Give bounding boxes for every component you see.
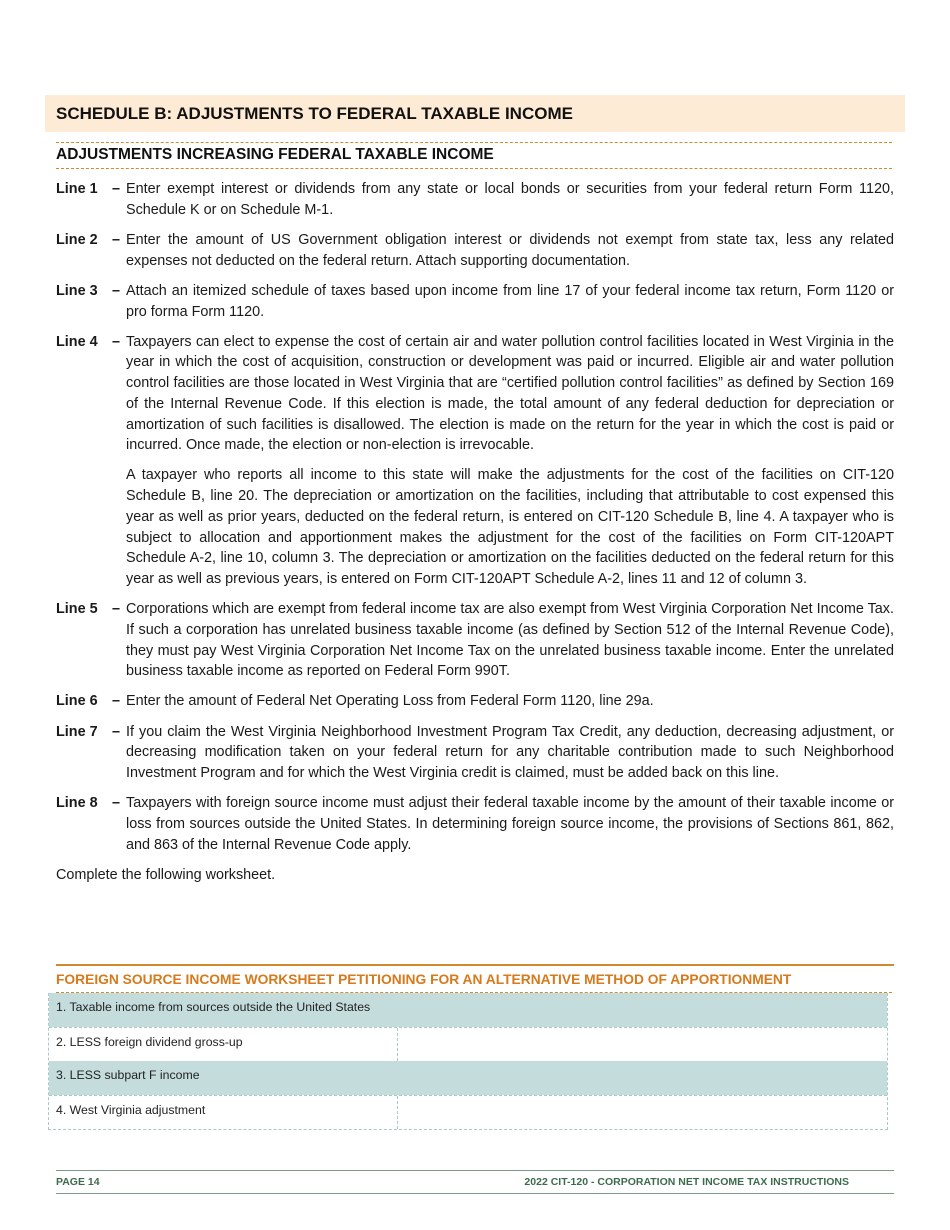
line-item [56, 793, 894, 855]
line-text: Taxpayers with foreign source income must adjust their federal taxable income by the amount of their taxable income or loss from sources outside the United States. In determining foreign source income, the provisions of Sections 861, 862, and 863 of the Internal Revenue Code apply. [126, 795, 894, 853]
line-text: Enter the amount of Federal Net Operating Loss from Federal Form 1120, line 29a. [126, 693, 654, 710]
line-label: Line 7 [56, 723, 98, 740]
line-text: Taxpayers can elect to expense the cost of certain air and water pollution control facilities located in West Virginia in the year in which the cost of acquisition, construction or development was paid or incurred. Eligible air and water pollution control facilities are those located in West Virginia that are “certified pollution control facilities” as defined by Section 169 of the Internal Revenue Code. If this election is made, the total amount of any federal deduction for depreciation or amortization of such facilities is disallowed. The election is made on the return for the year in which the cost is paid or incurred. Once made, the election or non-election is irrevocable. [126, 333, 894, 454]
line-dash: – [112, 181, 121, 197]
divider [56, 142, 892, 143]
line-item [56, 691, 894, 712]
worksheet-row [49, 1061, 887, 1095]
line-item [56, 722, 894, 784]
footer-rule [56, 1170, 894, 1171]
line-instructions [56, 179, 894, 886]
line-text: Corporations which are exempt from federal income tax are also exempt from West Virginia Corporation Net Income Tax. If such a corporation has unrelated business taxable income (as defined by Section 512 of the Internal Revenue Code), they must pay West Virginia Corporation Net Income Tax on the unrelated business taxable income. Enter the unrelated business taxable income as reported on Federal Form 990T. [126, 601, 894, 680]
worksheet-row [49, 1095, 887, 1129]
worksheet-row-label: 3. LESS subpart F income [56, 1068, 200, 1082]
line-label: Line 2 [56, 231, 98, 248]
line-dash: – [112, 723, 121, 740]
worksheet-row-label: 2. LESS foreign dividend gross-up [56, 1035, 243, 1049]
line-item [56, 281, 894, 322]
line-text: If you claim the West Virginia Neighborhood Investment Program Tax Credit, any deduction, decreasing adjustment, or decreasing modification taken on your federal return for any charitable contribution made to such Neighborhood Investment Program and for which the West Virginia credit is claimed, must be added back on this line. [126, 723, 894, 782]
line-text: Enter the amount of US Government obligation interest or dividends not exempt from state tax, less any related expenses not deducted on the federal return. Attach supporting documentation. [126, 231, 894, 269]
line-text: Enter exempt interest or dividends from any state or local bonds or securities from your federal return Form 1120, Schedule K or on Schedule M-1. [126, 181, 894, 218]
worksheet-rule [56, 964, 894, 966]
line-text: A taxpayer who reports all income to this state will make the adjustments for the cost of the facilities on CIT-120 Schedule B, line 20. The depreciation or amortization on the facilities, including that attributable to cost expensed this year as well as prior years, deducted on the federal return, is entered on CIT-120 Schedule B, line 4. A taxpayer who is subject to allocation and apportionment makes the adjustment for the cost of the facilities on Form CIT-120APT Schedule A-2, line 10, column 3. The depreciation or amortization on the facilities deducted on the federal return for this year as well as previous years, is entered on Form CIT-120APT Schedule A-2, lines 11 and 12 of column 3. [126, 467, 894, 587]
worksheet-row-label: 4. West Virginia adjustment [56, 1103, 206, 1117]
closing-text: Complete the following worksheet. [56, 866, 276, 883]
line-label: Line 8 [56, 795, 98, 812]
line-dash: – [112, 333, 121, 350]
line-label: Line 3 [56, 282, 98, 299]
line-dash: – [112, 601, 121, 618]
line-dash: – [112, 795, 121, 812]
worksheet-amount-field[interactable] [397, 1096, 887, 1129]
line-item [56, 332, 894, 590]
page-number: PAGE 14 [56, 1176, 100, 1188]
line-item [56, 599, 894, 682]
line-item [56, 230, 894, 271]
line-dash: – [112, 693, 121, 710]
footer-doc-title: 2022 CIT-120 - CORPORATION NET INCOME TAX INSTRUCTIONS [524, 1176, 849, 1188]
worksheet-title: FOREIGN SOURCE INCOME WORKSHEET PETITIONING FOR AN ALTERNATIVE METHOD OF APPORTIONMENT [56, 972, 792, 987]
line-label: Line 1 [56, 181, 98, 197]
worksheet-row [49, 1027, 887, 1061]
line-dash: – [112, 231, 121, 248]
worksheet-row-label: 1. Taxable income from sources outside the United States [56, 1000, 371, 1014]
worksheet-table [48, 993, 888, 1130]
section-title: ADJUSTMENTS INCREASING FEDERAL TAXABLE INCOME [56, 146, 494, 163]
line-item [56, 179, 894, 220]
worksheet-amount-field[interactable] [397, 1028, 887, 1061]
line-label: Line 4 [56, 333, 98, 350]
line-label: Line 5 [56, 601, 98, 618]
line-dash: – [112, 282, 121, 299]
line-text: Attach an itemized schedule of taxes based upon income from line 17 of your federal income tax return, Form 1120 or pro forma Form 1120. [126, 282, 894, 320]
schedule-title: SCHEDULE B: ADJUSTMENTS TO FEDERAL TAXABLE INCOME [56, 104, 573, 123]
worksheet-row [49, 993, 887, 1027]
footer-rule [56, 1193, 894, 1194]
divider [56, 168, 892, 169]
schedule-header [45, 95, 905, 132]
line-label: Line 6 [56, 693, 98, 710]
